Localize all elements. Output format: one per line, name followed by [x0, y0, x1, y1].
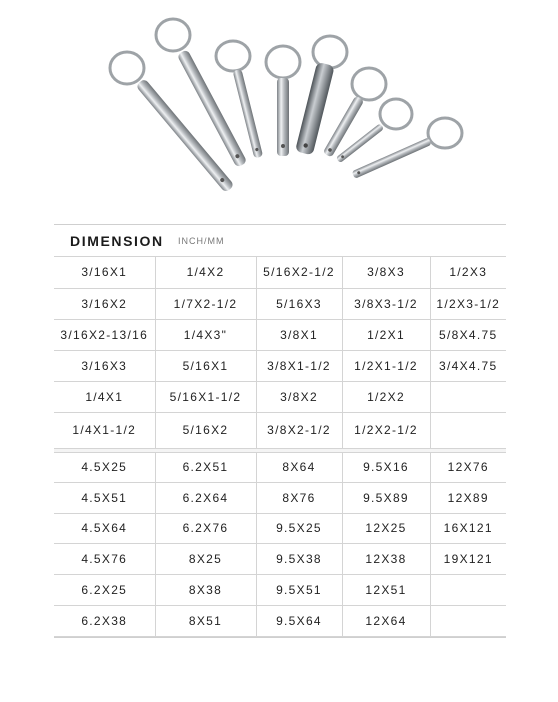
size-cell: 5/8X4.75 — [430, 319, 506, 350]
size-cell: 5/16X1 — [155, 350, 256, 381]
size-cell: 4.5X64 — [54, 513, 155, 543]
size-cell: 3/16X1 — [54, 257, 155, 288]
size-cell: 1/2X3 — [430, 257, 506, 288]
size-cell: 3/8X1 — [256, 319, 342, 350]
size-cell: 3/8X2-1/2 — [256, 412, 342, 448]
size-cell: 8X51 — [155, 605, 256, 636]
size-cell — [430, 412, 506, 448]
size-cell: 3/8X2 — [256, 381, 342, 412]
size-cell: 1/4X2 — [155, 257, 256, 288]
size-cell: 12X51 — [342, 574, 430, 605]
size-cell: 19X121 — [430, 543, 506, 574]
size-cell: 3/4X4.75 — [430, 350, 506, 381]
dimension-table — [54, 224, 506, 638]
pin-icon — [352, 118, 462, 179]
size-cell: 3/8X3 — [342, 257, 430, 288]
size-cell: 1/2X1-1/2 — [342, 350, 430, 381]
size-cell: 6.2X76 — [155, 513, 256, 543]
size-cell: 9.5X51 — [256, 574, 342, 605]
size-cell: 4.5X76 — [54, 543, 155, 574]
pin-icon — [266, 46, 300, 156]
size-cell: 8X25 — [155, 543, 256, 574]
size-cell: 4.5X25 — [54, 452, 155, 482]
size-cell: 1/2X2-1/2 — [342, 412, 430, 448]
size-cell: 9.5X89 — [342, 482, 430, 513]
size-cell: 1/2X3-1/2 — [430, 288, 506, 319]
table-header — [54, 225, 506, 257]
size-cell: 9.5X16 — [342, 452, 430, 482]
table-title: DIMENSION — [70, 233, 164, 249]
inch-size-grid — [54, 257, 506, 449]
mm-size-grid — [54, 452, 506, 637]
table-unit: INCH/MM — [178, 236, 225, 246]
size-cell: 8X64 — [256, 452, 342, 482]
size-cell: 6.2X64 — [155, 482, 256, 513]
size-cell — [430, 381, 506, 412]
size-cell: 12X64 — [342, 605, 430, 636]
size-cell: 12X25 — [342, 513, 430, 543]
size-cell: 9.5X38 — [256, 543, 342, 574]
size-cell: 3/8X3-1/2 — [342, 288, 430, 319]
size-cell: 1/4X3" — [155, 319, 256, 350]
product-photo — [0, 0, 558, 220]
size-cell: 5/16X1-1/2 — [155, 381, 256, 412]
size-cell: 6.2X38 — [54, 605, 155, 636]
size-cell: 3/8X1-1/2 — [256, 350, 342, 381]
size-cell: 6.2X51 — [155, 452, 256, 482]
size-cell: 1/7X2-1/2 — [155, 288, 256, 319]
size-cell: 16X121 — [430, 513, 506, 543]
size-cell — [430, 574, 506, 605]
size-cell: 3/16X2 — [54, 288, 155, 319]
size-cell: 8X76 — [256, 482, 342, 513]
size-cell: 6.2X25 — [54, 574, 155, 605]
size-cell: 3/16X3 — [54, 350, 155, 381]
size-cell: 5/16X2 — [155, 412, 256, 448]
size-cell: 9.5X64 — [256, 605, 342, 636]
size-cell: 1/2X1 — [342, 319, 430, 350]
size-cell: 12X38 — [342, 543, 430, 574]
size-cell: 5/16X3 — [256, 288, 342, 319]
size-cell: 12X76 — [430, 452, 506, 482]
size-cell: 4.5X51 — [54, 482, 155, 513]
size-cell: 12X89 — [430, 482, 506, 513]
size-cell — [430, 605, 506, 636]
size-cell: 5/16X2-1/2 — [256, 257, 342, 288]
size-cell: 9.5X25 — [256, 513, 342, 543]
size-cell: 1/4X1-1/2 — [54, 412, 155, 448]
size-cell: 8X38 — [155, 574, 256, 605]
size-cell: 1/2X2 — [342, 381, 430, 412]
size-cell: 3/16X2-13/16 — [54, 319, 155, 350]
size-cell: 1/4X1 — [54, 381, 155, 412]
